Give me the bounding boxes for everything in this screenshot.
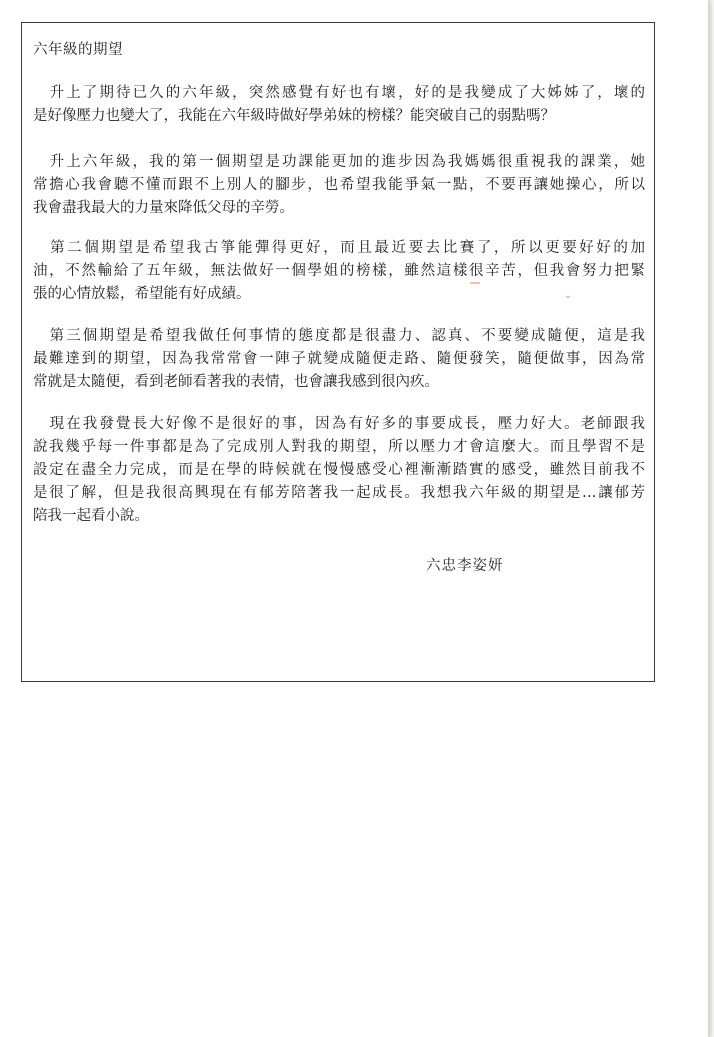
paragraph-5 bbox=[33, 413, 645, 528]
paragraph-line: 我會盡我最大的力量來降低父母的辛勞。 bbox=[33, 200, 294, 216]
paragraph-line: 現在我發覺長大好像不是很好的事，因為有好多的事要成長，壓力好大。老師跟我 bbox=[33, 416, 645, 432]
ink-speck bbox=[470, 282, 480, 284]
paragraph-line: 最難達到的期望，因為我常常會一陣子就變成隨便走路、隨便發笑，隨便做事，因為常 bbox=[33, 351, 645, 367]
paragraph-line: 說我幾乎每一件事都是為了完成別人對我的期望，所以壓力才會這麼大。而且學習不是 bbox=[33, 439, 645, 455]
paragraph-3 bbox=[33, 237, 645, 306]
paragraph-2 bbox=[33, 151, 645, 220]
paragraph-line: 升上六年級，我的第一個期望是功課能更加的進步因為我媽媽很重視我的課業，她 bbox=[33, 154, 645, 170]
ink-speck bbox=[566, 296, 570, 298]
paragraph-line: 油，不然輸給了五年級，無法做好一個學姐的榜樣，雖然這樣很辛苦，但我會努力把緊 bbox=[33, 263, 645, 279]
paragraph-line: 升上了期待已久的六年級，突然感覺有好也有壞，好的是我變成了大姊姊了，壞的 bbox=[33, 85, 645, 101]
paragraph-line: 是很了解，但是我很高興現在有郁芳陪著我一起成長。我想我六年級的期望是…讓郁芳 bbox=[33, 485, 645, 501]
essay-title: 六年級的期望 bbox=[33, 42, 123, 58]
paragraph-line: 張的心情放鬆，希望能有好成績。 bbox=[33, 286, 251, 302]
author-signature: 六忠李姿妍 bbox=[426, 558, 504, 574]
paragraph-line: 是好像壓力也變大了，我能在六年級時做好學弟妹的榜樣？能突破自己的弱點嗎？ bbox=[33, 108, 555, 124]
paragraph-line: 設定在盡全力完成，而是在學的時候就在慢慢感受心裡漸漸踏實的感受，雖然目前我不 bbox=[33, 462, 645, 478]
paragraph-line: 陪我一起看小說。 bbox=[33, 508, 149, 524]
paragraph-4 bbox=[33, 325, 645, 394]
paragraph-line: 第三個期望是希望我做任何事情的態度都是很盡力、認真、不要變成隨便，這是我 bbox=[33, 328, 645, 344]
paragraph-line: 第二個期望是希望我古箏能彈得更好，而且最近要去比賽了，所以更要好好的加 bbox=[33, 240, 645, 256]
paragraph-line: 常擔心我會聽不懂而跟不上別人的腳步，也希望我能爭氣一點，不要再讓她操心，所以 bbox=[33, 177, 645, 193]
paragraph-line: 常就是太隨便，看到老師看著我的表情，也會讓我感到很內疚。 bbox=[33, 374, 439, 390]
paragraph-1 bbox=[33, 82, 645, 128]
